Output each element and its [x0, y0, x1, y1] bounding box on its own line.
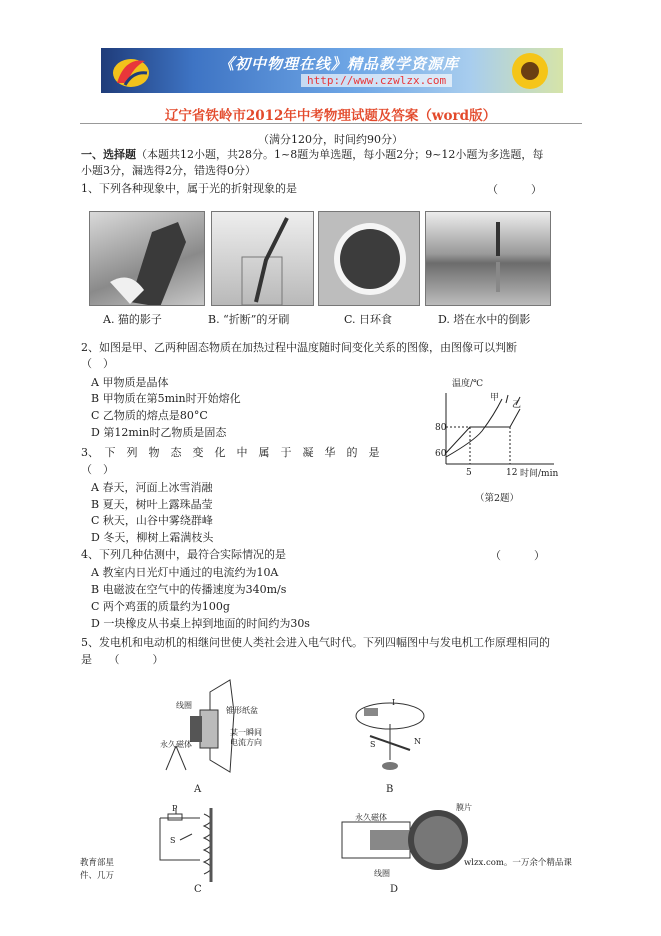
- q4-stem: 4、下列几种估测中，最符合实际情况的是: [81, 548, 286, 561]
- q4-option-a: A 教室内日光灯中通过的电流约为10A: [91, 566, 279, 579]
- section-desc-line2: 小题3分，漏选得2分，错选得0分）: [81, 164, 256, 177]
- footer-left-line2: 件、几万: [80, 871, 115, 881]
- q3-option-d: D 冬天，柳树上霜满枝头: [91, 531, 214, 544]
- q1-photo-d: [425, 211, 551, 306]
- fig-d-diaphragm-label: 膜片: [456, 803, 472, 812]
- logo-icon: [111, 53, 151, 89]
- q4-answer-paren: （ ）: [490, 549, 545, 562]
- fig-b-current-label: I: [392, 698, 396, 707]
- footer-right: wlzx.com。一万余个精品课: [464, 858, 572, 868]
- graph-x-label: 时间/min: [520, 469, 559, 479]
- fig-a-magnet-label: 永久磁体: [160, 740, 192, 749]
- fig-a-current-label: 电流方向: [230, 738, 262, 747]
- q4-option-b: B 电磁波在空气中的传播速度为340m/s: [91, 583, 287, 596]
- graph-curve-label-jia: 甲: [490, 393, 500, 403]
- footer-left-line1: 教育部星: [80, 858, 115, 868]
- fig-b-label: B: [386, 784, 394, 795]
- cat-shadow-image: [90, 212, 205, 306]
- fig-c-s-label: S: [170, 836, 176, 845]
- banner-title: 《初中物理在线》精品教学资源库: [219, 55, 460, 73]
- q3-stem-line2: （ ）: [81, 463, 114, 476]
- fig-a-coil-label: 线圈: [176, 701, 192, 710]
- q1-caption-d: D. 塔在水中的倒影: [438, 313, 531, 326]
- q1-photo-a: [89, 211, 205, 306]
- graph-curve-label-yi: 乙: [512, 400, 522, 410]
- fig-d-label: D: [390, 884, 399, 895]
- tower-reflection-image: [426, 212, 551, 306]
- q5-stem-line2: 是 （ ）: [81, 653, 164, 666]
- toothbrush-image: [212, 212, 314, 306]
- q1-photo-c: [318, 211, 420, 306]
- q1-caption-a: A. 猫的影子: [103, 313, 162, 326]
- q2-stem-line2: （ ）: [81, 357, 114, 370]
- graph-y-label: 温度/℃: [452, 379, 484, 389]
- q1-stem: 1、下列各种现象中，属于光的折射现象的是: [81, 182, 297, 195]
- fig-c-label: C: [194, 884, 202, 895]
- fig-b-south-label: S: [370, 740, 376, 749]
- title-divider: [80, 123, 582, 124]
- fig-a-cone-label: 锥形纸盆: [226, 706, 258, 715]
- exam-info: （满分120分，时间约90分）: [258, 133, 403, 146]
- banner-url[interactable]: http://www.czwlzx.com: [301, 74, 452, 87]
- q2-option-b: B 甲物质在第5min时开始熔化: [91, 392, 241, 405]
- q3-option-a: A 春天，河面上冰雪消融: [91, 481, 213, 494]
- q2-option-d: D 第12min时乙物质是固态: [91, 426, 227, 439]
- section-heading-line: [81, 147, 584, 163]
- header-banner: [101, 48, 563, 93]
- q2-stem-line1: 2、如图是甲、乙两种固态物质在加热过程中温度随时间变化关系的图像，由图像可以判断: [81, 341, 517, 354]
- q1-caption-c: C. 日环食: [344, 313, 393, 326]
- graph-y-tick-60: 60: [435, 449, 447, 459]
- q5-figure-c: [140, 800, 240, 885]
- fig-a-moment-label: 某一瞬间: [230, 728, 262, 737]
- section-desc-line1: （本题共12小题，共28分。1~8题为单选题，每小题2分；9~12小题为多选题，每: [136, 148, 544, 161]
- fig-a-label: A: [194, 784, 202, 795]
- fig-b-north-label: N: [414, 737, 421, 746]
- fig-c-p-label: P: [172, 804, 178, 813]
- q2-graph-caption: （第2题）: [475, 493, 520, 504]
- graph-x-tick-5: 5: [466, 468, 472, 478]
- graph-y-tick-80: 80: [435, 423, 447, 433]
- q3-option-c: C 秋天，山谷中雾绕群峰: [91, 514, 213, 527]
- q2-option-a: A 甲物质是晶体: [91, 376, 169, 389]
- q1-caption-b: B. “折断”的牙刷: [208, 313, 290, 326]
- q3-option-b: B 夏天，树叶上露珠晶莹: [91, 498, 213, 511]
- graph-curve-jia: [446, 399, 502, 457]
- q1-answer-paren: （ ）: [487, 183, 542, 196]
- graph-x-tick-12: 12: [506, 468, 518, 478]
- solar-eclipse-image: [319, 212, 420, 306]
- q3-stem: 3、 下 列 物 态 变 化 中 属 于 凝 华 的 是: [81, 446, 380, 459]
- fig-d-coil-label: 线圈: [374, 869, 390, 878]
- fig-d-magnet-label: 永久磁体: [355, 813, 387, 822]
- q2-option-c: C 乙物质的熔点是80°C: [91, 409, 208, 422]
- q4-option-c: C 两个鸡蛋的质量约为100g: [91, 600, 230, 613]
- q5-figure-b: [340, 690, 440, 780]
- sunflower-icon: [503, 50, 557, 92]
- document-title: 辽宁省铁岭市2012年中考物理试题及答案（word版）: [164, 108, 497, 124]
- q4-option-d: D 一块橡皮从书桌上掉到地面的时间约为30s: [91, 617, 310, 630]
- q1-photo-b: [211, 211, 314, 306]
- section-heading: 一、选择题: [81, 148, 136, 161]
- q5-stem-line1: 5、发电机和电动机的相继问世使人类社会进入电气时代。下列四幅图中与发电机工作原理相同的: [81, 636, 550, 649]
- graph-curve-yi: [446, 409, 520, 453]
